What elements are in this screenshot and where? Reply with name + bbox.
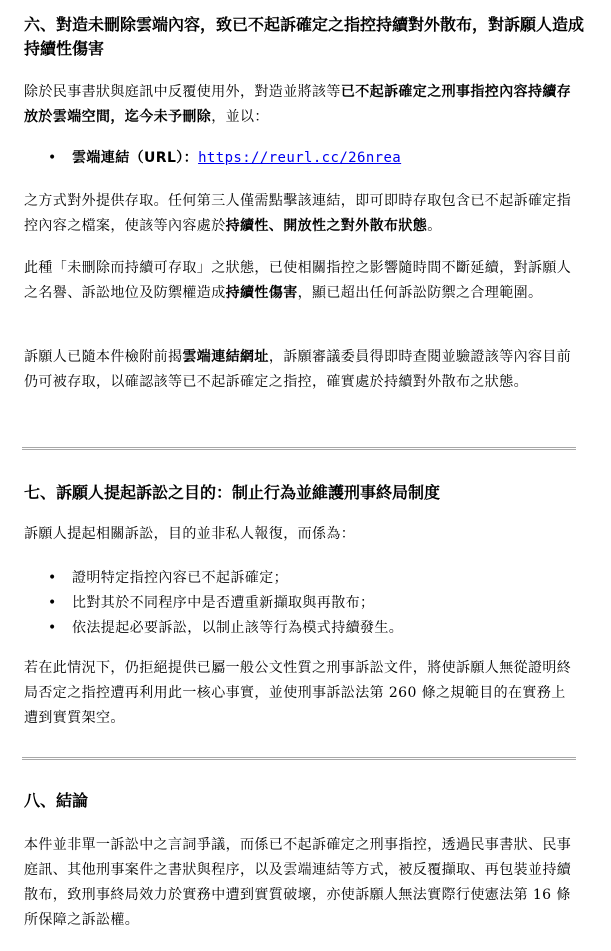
section-6-p1-text-a: 除於民事書狀與庭訊中反覆使用外，對造並將該等 (24, 84, 341, 100)
bullet-icon: • (48, 595, 57, 611)
bullet-icon: • (48, 620, 57, 636)
section-6-p2-bold: 持續性、開放性之對外散布狀態 (225, 218, 428, 234)
section-6-paragraph-4 (24, 345, 576, 395)
section-6-paragraph-1 (24, 80, 576, 130)
section-8-heading: 八、結論 (24, 791, 89, 810)
bullet-icon: • (48, 150, 57, 166)
section-6-p2-text-a: 之方式對外提供存取。任何第三人僅需點擊該連結，即可即時存取包含已不起訴確定指控內容之檔案，使該等內容處於 (24, 193, 572, 234)
section-7-purpose-list (24, 566, 576, 641)
section-6-p4-text-a: 訴願人已隨本件檢附前揭 (24, 349, 183, 365)
bullet-icon: • (48, 570, 57, 586)
section-6-heading: 六、對造未刪除雲端內容，致已不起訴確定之指控持續對外散布，對訴願人造成持續性傷害 (24, 15, 585, 58)
section-7-paragraph-1: 訴願人提起相關訴訟，目的並非私人報復，而係為： (24, 526, 356, 542)
section-6-link-list (24, 146, 576, 171)
list-item (24, 566, 576, 591)
section-6-p1-bold: 已不起訴確定之刑事指控內容持續存放於雲端空間，迄今未予刪除 (24, 84, 572, 125)
section-7-paragraph-2: 若在此情況下，仍拒絕提供已屬一般公文性質之刑事訴訟文件，將使訴願人無從證明終局否定之指控遭再利用此一核心事實，並使刑事訴訟法第 260 條之規範目的在實務上遭到實質架空。 (24, 660, 572, 726)
section-6-p2-text-c: 。 (427, 218, 442, 234)
section-6-p3-bold: 持續性傷害 (225, 285, 298, 301)
section-6-paragraph-3 (24, 256, 576, 306)
cloud-link-url[interactable]: https://reurl.cc/26nrea (198, 150, 402, 166)
list-item (24, 616, 576, 641)
list-item-text: 證明特定指控內容已不起訴確定； (72, 570, 288, 586)
section-8-paragraph-1: 本件並非單一訴訟中之言詞爭議，而係已不起訴確定之刑事指控，透過民事書狀、民事庭訊、其他刑事案件之書狀與程序，以及雲端連結等方式，被反覆擷取、再包裝並持續散布，致刑事終局效力於實務中遭到實質破壞，亦使訴願人無法實際行使憲法第 16 條所保障之訴訟權。 (24, 837, 572, 928)
section-divider (22, 447, 576, 450)
list-item (24, 591, 576, 616)
cloud-link-item (24, 146, 576, 171)
list-item-text: 依法提起必要訴訟，以制止該等行為模式持續發生。 (72, 620, 404, 636)
section-7-heading: 七、訴願人提起訴訟之目的：制止行為並維護刑事終局制度 (24, 483, 441, 502)
section-divider (22, 757, 576, 760)
cloud-link-label: 雲端連結（URL）： (72, 150, 199, 166)
section-6-p4-text-c: ，訴願審議委員得即時查閱並驗證該等內容目前仍可被存取，以確認該等已不起訴確定之指控，確實處於持續對外散布之狀態。 (24, 349, 572, 390)
list-item-text: 比對其於不同程序中是否遭重新擷取與再散布； (72, 595, 375, 611)
section-6-p1-text-c: ，並以： (211, 109, 269, 125)
section-6-p4-bold: 雲端連結網址 (182, 349, 269, 365)
section-6-p3-text-c: ，顯已超出任何訴訟防禦之合理範圍。 (297, 285, 543, 301)
section-6-paragraph-2 (24, 189, 576, 239)
section-6-p3-text-a: 此種「未刪除而持續可存取」之狀態，已使相關指控之影響隨時間不斷延續，對訴願人之名譽、訴訟地位及防禦權造成 (24, 260, 572, 301)
